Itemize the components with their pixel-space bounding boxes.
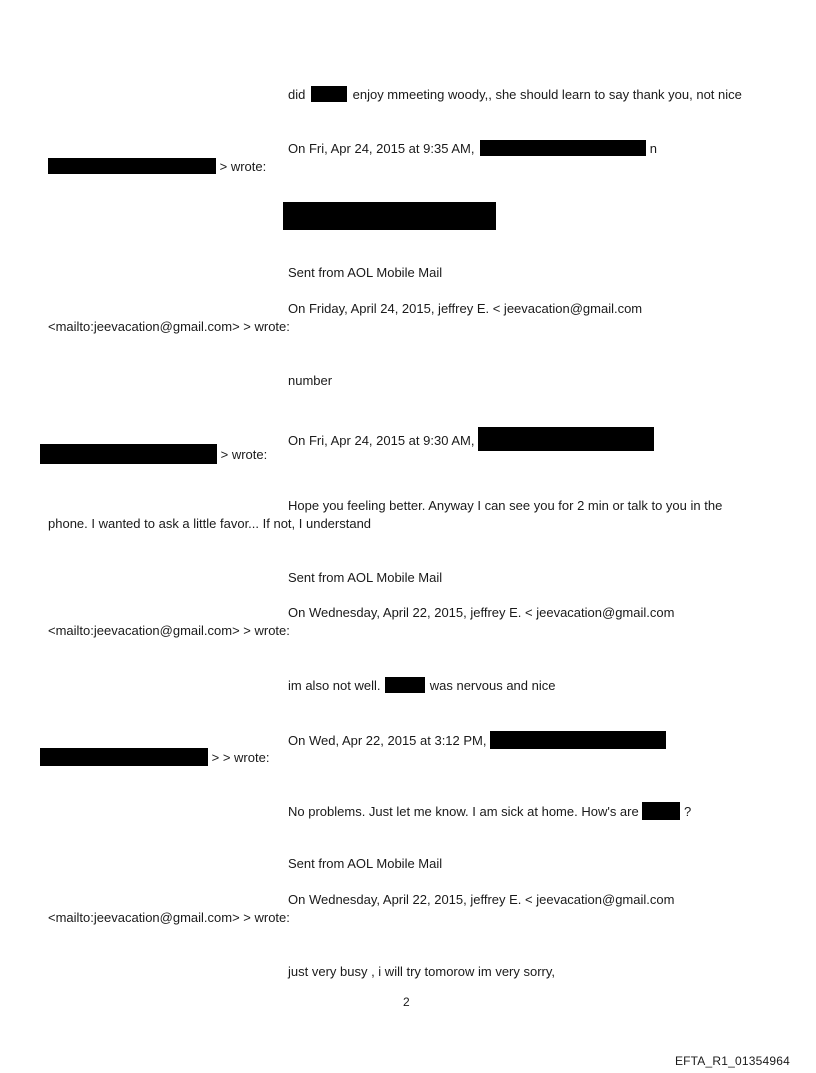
text: > wrote: — [219, 159, 267, 174]
quote-header-5-cont — [40, 748, 269, 766]
text: On Wed, Apr 22, 2015 at 3:12 PM, — [288, 733, 487, 748]
signature-line-3: Sent from AOL Mobile Mail — [288, 856, 443, 871]
message-line-2 — [288, 802, 691, 820]
text: On Fri, Apr 24, 2015 at 9:35 AM, — [288, 141, 475, 156]
quote-header-5 — [288, 731, 666, 749]
text: On Fri, Apr 24, 2015 at 9:30 AM, — [288, 433, 475, 448]
quote-header-4-cont: <mailto:jeevacation@gmail.com> > wrote: — [48, 623, 290, 638]
signature-line-1: Sent from AOL Mobile Mail — [288, 265, 443, 280]
text: enjoy mmeeting woody,, she should learn to say thank you, not nice — [352, 87, 742, 102]
text: ? — [683, 804, 692, 819]
text: > > wrote: — [211, 750, 270, 765]
text: No problems. Just let me know. I am sick at home. How's are — [288, 804, 639, 819]
reply-line-2: number — [288, 373, 333, 388]
redaction — [385, 677, 425, 693]
redaction — [40, 748, 208, 766]
quote-header-6: On Wednesday, April 22, 2015, jeffrey E. < jeevacation@gmail.com — [288, 892, 675, 907]
quote-header-2: On Friday, April 24, 2015, jeffrey E. < jeevacation@gmail.com — [288, 301, 643, 316]
quote-header-3 — [288, 427, 654, 451]
signature-line-2: Sent from AOL Mobile Mail — [288, 570, 443, 585]
text: im also not well. — [288, 678, 381, 693]
page-number: 2 — [403, 995, 410, 1009]
redaction-block — [283, 202, 496, 230]
reply-line-1 — [288, 86, 742, 103]
quote-header-3-cont — [40, 444, 267, 464]
redaction — [480, 140, 646, 156]
text: > wrote: — [220, 447, 268, 462]
text: n — [649, 141, 657, 156]
quote-header-4: On Wednesday, April 22, 2015, jeffrey E. < jeevacation@gmail.com — [288, 605, 675, 620]
redaction — [48, 158, 216, 174]
redaction — [311, 86, 347, 102]
text: did — [288, 87, 306, 102]
message-line-1-cont: phone. I wanted to ask a little favor... If not, I understand — [48, 516, 372, 531]
redaction — [478, 427, 654, 451]
redaction — [40, 444, 217, 464]
quote-header-6-cont: <mailto:jeevacation@gmail.com> > wrote: — [48, 910, 290, 925]
quote-header-2-cont: <mailto:jeevacation@gmail.com> > wrote: — [48, 319, 290, 334]
text: was nervous and nice — [429, 678, 556, 693]
document-id: EFTA_R1_01354964 — [674, 1054, 790, 1068]
reply-line-3 — [288, 677, 555, 694]
redaction — [642, 802, 680, 820]
quote-header-1 — [288, 140, 657, 157]
quote-header-1-cont — [48, 158, 266, 175]
redaction — [490, 731, 666, 749]
message-line-1: Hope you feeling better. Anyway I can see you for 2 min or talk to you in the — [288, 498, 723, 513]
reply-line-4: just very busy , i will try tomorow im very sorry, — [288, 964, 556, 979]
